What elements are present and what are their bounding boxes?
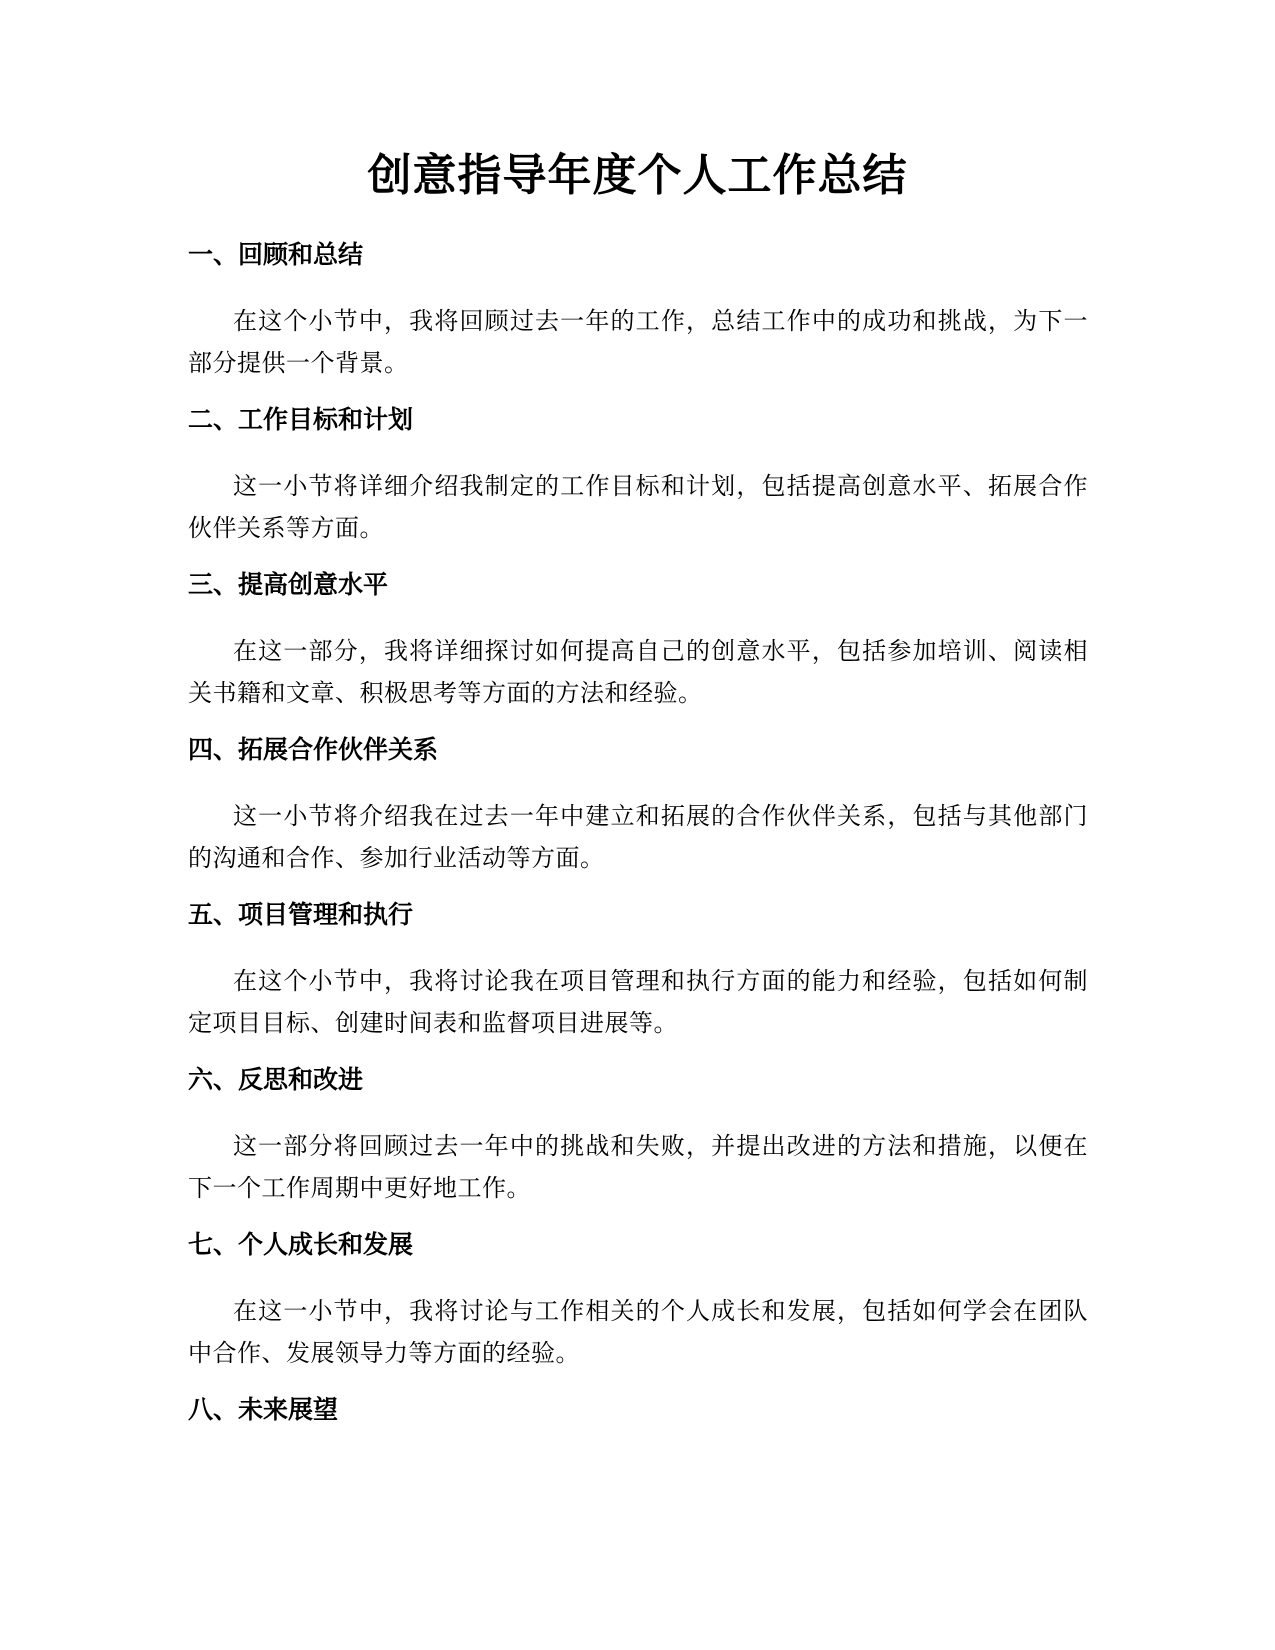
section-review [188,238,1088,384]
section-heading: 五、项目管理和执行 [188,900,414,929]
section-heading: 七、个人成长和发展 [188,1230,414,1259]
section-outlook [188,1393,1088,1427]
section-project-management [188,898,1088,1044]
section-body: 这一小节将介绍我在过去一年中建立和拓展的合作伙伴关系，包括与其他部门的沟通和合作、参加行业活动等方面。 [188,802,1088,872]
section-heading: 四、拓展合作伙伴关系 [188,735,439,764]
section-heading: 三、提高创意水平 [188,570,389,599]
section-heading: 一、回顾和总结 [188,240,364,269]
section-reflection [188,1063,1088,1209]
section-creativity [188,568,1088,714]
section-heading: 六、反思和改进 [188,1065,364,1094]
section-partnerships [188,733,1088,879]
section-body: 在这个小节中，我将回顾过去一年的工作，总结工作中的成功和挑战，为下一部分提供一个背景。 [188,307,1088,377]
section-goals [188,403,1088,549]
document-title: 创意指导年度个人工作总结 [367,150,908,201]
section-heading: 八、未来展望 [188,1395,339,1424]
section-body: 在这一部分，我将详细探讨如何提高自己的创意水平，包括参加培训、阅读相关书籍和文章、积极思考等方面的方法和经验。 [188,637,1088,707]
section-body: 在这一小节中，我将讨论与工作相关的个人成长和发展，包括如何学会在团队中合作、发展领导力等方面的经验。 [188,1297,1088,1367]
section-body: 这一部分将回顾过去一年中的挑战和失败，并提出改进的方法和措施，以便在下一个工作周期中更好地工作。 [188,1132,1088,1202]
section-body: 这一小节将详细介绍我制定的工作目标和计划，包括提高创意水平、拓展合作伙伴关系等方面。 [188,472,1088,542]
section-growth [188,1228,1088,1374]
section-body: 在这个小节中，我将讨论我在项目管理和执行方面的能力和经验，包括如何制定项目目标、创建时间表和监督项目进展等。 [188,967,1088,1037]
section-heading: 二、工作目标和计划 [188,405,414,434]
